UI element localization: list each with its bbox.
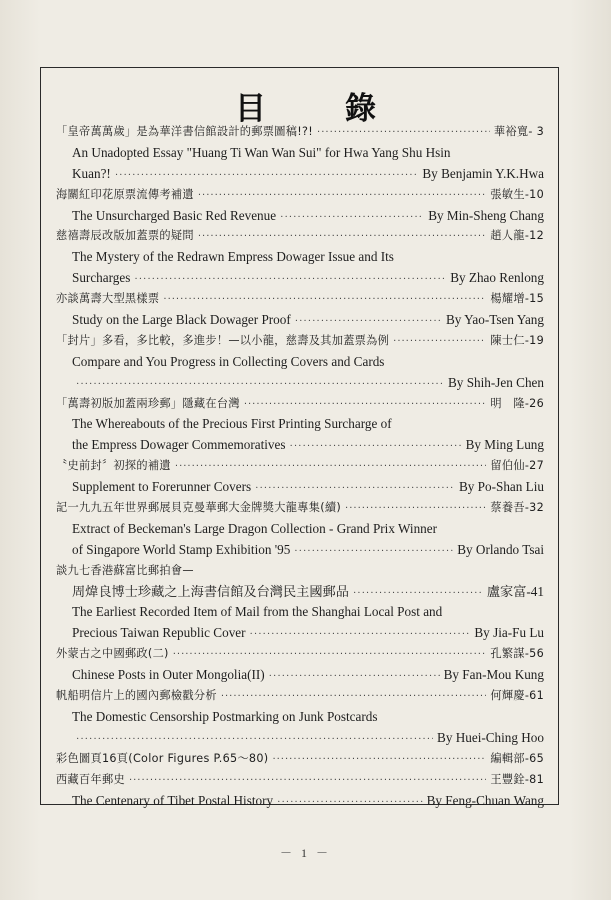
toc-line [56, 247, 544, 268]
toc-chinese-title: 「萬壽初版加蓋兩珍郵」隱藏在台灣 [56, 396, 240, 410]
toc-english-title: Precious Taiwan Republic Cover [72, 625, 246, 641]
toc-author-page: By Orlando Tsai [457, 541, 544, 557]
toc-author-page: 華裕寬- 3 [493, 125, 544, 138]
leader-dots [345, 499, 486, 520]
toc-line [56, 373, 544, 394]
toc-line [56, 686, 544, 707]
toc-english-title: the Empress Dowager Commemoratives [72, 437, 286, 453]
leader-dots [129, 771, 486, 792]
toc-english-title: Chinese Posts in Outer Mongolia(II) [72, 667, 265, 683]
toc-line [56, 665, 544, 686]
toc-author-page: By Feng-Chuan Wang [426, 792, 544, 808]
toc-author-page: 陳士仁-19 [490, 333, 544, 347]
toc-line [56, 331, 544, 352]
toc-line [56, 164, 544, 185]
toc-author-page: 盧家富-41 [486, 583, 544, 599]
page-number: － 1 － [279, 846, 331, 860]
toc-line [56, 540, 544, 561]
toc-author-page: By Huei-Ching Hoo [437, 729, 544, 745]
leader-dots [244, 395, 487, 416]
toc-author-page: 編輯部-65 [490, 751, 544, 765]
toc-chinese-title: 亦談萬壽大型黑樣票 [56, 292, 160, 306]
toc-author-page: 張敏生-10 [490, 187, 544, 201]
toc-author-page: By Jia-Fu Lu [474, 625, 544, 641]
toc-author-page: By Min-Sheng Chang [428, 207, 544, 223]
toc-line [56, 310, 544, 331]
toc-author-page: By Po-Shan Liu [459, 479, 544, 495]
toc-chinese-title: 「封片」多看，多比較，多進步！—以小龍，慈壽及其加蓋票為例 [56, 333, 390, 347]
toc-line [56, 268, 544, 289]
toc-line [56, 456, 544, 477]
toc-author-page: 明 隆-26 [490, 396, 544, 410]
leader-dots [163, 290, 486, 311]
leader-dots [173, 645, 487, 666]
toc-english-title: Supplement to Forerunner Covers [72, 479, 252, 495]
toc-line [56, 749, 544, 770]
toc-line [56, 185, 544, 206]
leader-dots [294, 542, 453, 563]
toc-author-page: By Yao-Tsen Yang [445, 312, 544, 328]
toc-english-title: The Mystery of the Redrawn Empress Dowager Issue and Its [72, 249, 394, 265]
toc-chinese-title: 慈禧壽辰改版加蓋票的疑問 [56, 229, 194, 243]
toc-chinese-title: 外蒙古之中國郵政(二) [56, 647, 169, 661]
toc-english-title: The Whereabouts of the Precious First Printing Surcharge of [72, 416, 392, 432]
leader-dots [393, 332, 486, 353]
toc-english-title: Surcharges [72, 270, 131, 286]
toc-author-page: 留伯仙-27 [490, 459, 544, 473]
leader-dots [295, 312, 442, 333]
toc-line [56, 414, 544, 435]
toc-chinese-title: 談九七香港蘇富比郵拍會— [56, 563, 194, 577]
leader-dots [221, 687, 487, 708]
toc-line [56, 791, 544, 812]
toc-line [56, 352, 544, 373]
leader-dots [250, 625, 471, 646]
toc-author-page: 何輝慶-61 [490, 689, 544, 703]
toc-author-page: By Shih-Jen Chen [448, 374, 544, 390]
toc-chinese-title: 「皇帝萬萬歲」是為華洋書信館設計的郵票圖稿!?! [56, 125, 314, 138]
leader-dots [134, 270, 446, 291]
toc-line [56, 582, 544, 603]
toc-english-title: Extract of Beckeman's Large Dragon Collection - Grand Prix Winner [72, 520, 437, 536]
toc-english-title: An Unadopted Essay "Huang Ti Wan Wan Sui" for Hwa Yang Shu Hsin [72, 144, 451, 160]
toc-line [56, 143, 544, 164]
page-title: 目 錄 [235, 91, 400, 127]
leader-dots [272, 750, 486, 771]
toc-english-title: The Domestic Censorship Postmarking on Junk Postcards [72, 708, 378, 724]
toc-chinese-title: 記一九九五年世界郵展貝克曼華郵大金牌獎大龍專集(續) [56, 501, 342, 515]
toc-english-title: of Singapore World Stamp Exhibition '95 [72, 541, 291, 557]
toc-chinese-title: 西藏百年郵史 [56, 772, 125, 786]
toc-line [56, 770, 544, 791]
toc-line [56, 226, 544, 247]
leader-dots [280, 208, 424, 229]
toc-author-page: 趙人龍-12 [490, 229, 544, 243]
toc-line [56, 728, 544, 749]
leader-dots [277, 793, 423, 814]
toc-line [56, 644, 544, 665]
toc-chinese-title: 周煒良博士珍藏之上海書信館及台灣民主國郵品 [72, 583, 349, 599]
toc-english-title: The Centenary of Tibet Postal History [72, 792, 274, 808]
toc-line [56, 498, 544, 519]
leader-dots [76, 375, 444, 396]
toc-author-page: 蔡養吾-32 [490, 501, 544, 515]
leader-dots [317, 123, 490, 144]
toc-line [56, 394, 544, 415]
leader-dots [353, 584, 483, 605]
toc-line [56, 519, 544, 540]
toc-author-page: By Fan-Mou Kung [443, 667, 544, 683]
leader-dots [269, 667, 440, 688]
toc-line [56, 122, 544, 143]
toc-english-title: Compare and You Progress in Collecting Covers and Cards [72, 353, 385, 369]
toc-english-title: Kuan?! [72, 165, 111, 181]
toc-author-page: By Ming Lung [465, 437, 544, 453]
toc-english-title: The Earliest Recorded Item of Mail from the Shanghai Local Post and [72, 604, 443, 620]
toc-line [56, 561, 544, 582]
leader-dots [115, 166, 419, 187]
toc-author-page: 王豐銓-81 [490, 772, 544, 786]
leader-dots [290, 437, 462, 458]
toc-english-title: Study on the Large Black Dowager Proof [72, 312, 291, 328]
leader-dots [255, 479, 455, 500]
leader-dots [198, 227, 487, 248]
toc-line [56, 289, 544, 310]
toc-author-page: 楊耀增-15 [490, 292, 544, 306]
toc-chinese-title: 彩色圖頁16頁(Color Figures P.65～80) [56, 751, 269, 765]
toc-author-page: By Benjamin Y.K.Hwa [422, 165, 544, 181]
toc-line [56, 477, 544, 498]
toc-author-page: 孔繁謀-56 [490, 647, 544, 661]
toc-english-title: The Unsurcharged Basic Red Revenue [72, 207, 277, 223]
leader-dots [76, 730, 433, 751]
toc-chinese-title: 〝史前封〞初探的補遺 [56, 459, 171, 473]
toc-line [56, 602, 544, 623]
toc-chinese-title: 海關紅印花原票流傳考補遺 [56, 187, 194, 201]
toc-line [56, 623, 544, 644]
toc-author-page: By Zhao Renlong [450, 270, 544, 286]
toc-line [56, 707, 544, 728]
toc-line [56, 206, 544, 227]
table-of-contents [56, 122, 544, 811]
leader-dots [198, 186, 487, 207]
leader-dots [175, 457, 486, 478]
toc-line [56, 435, 544, 456]
toc-chinese-title: 帆船明信片上的國內郵檢戳分析 [56, 689, 217, 703]
